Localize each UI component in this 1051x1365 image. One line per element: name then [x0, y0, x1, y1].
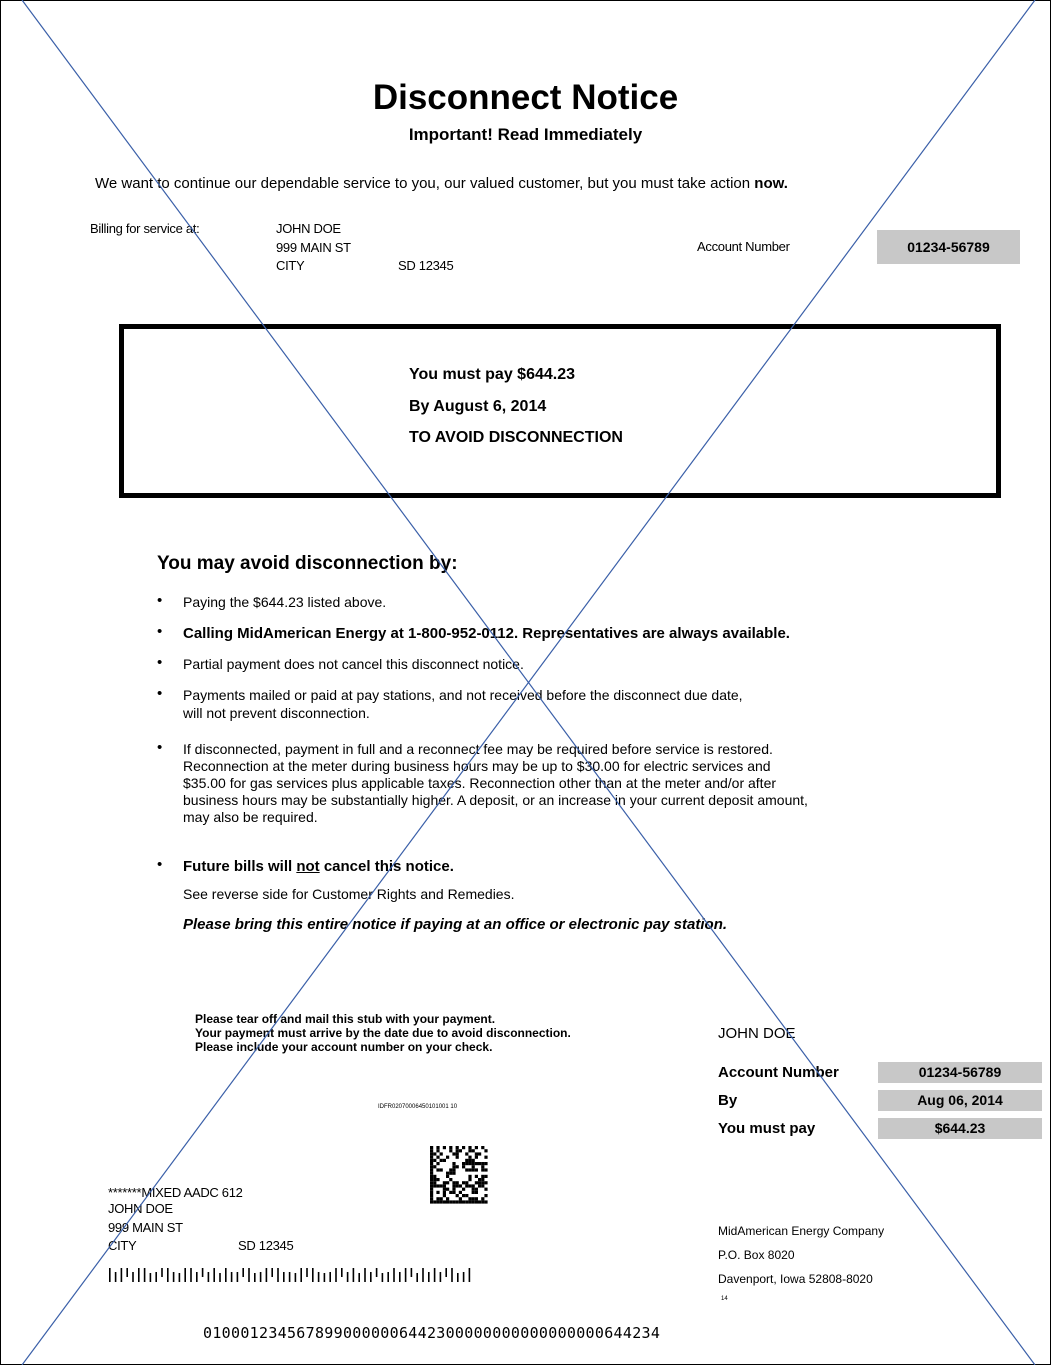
datamatrix-cell	[462, 1146, 465, 1149]
datamatrix-cell	[449, 1178, 452, 1181]
barcode-bar	[387, 1272, 389, 1282]
datamatrix-cell	[484, 1175, 487, 1178]
account-number-label: Account Number	[697, 239, 790, 254]
mail-state-zip: SD 12345	[238, 1238, 294, 1253]
barcode-bar	[382, 1273, 384, 1282]
datamatrix-cell	[475, 1197, 478, 1200]
barcode-bar	[376, 1268, 378, 1277]
ocr-scanline: 0100012345678990000006442300000000000000000644234	[203, 1324, 661, 1342]
datamatrix-cell	[459, 1149, 462, 1152]
stub-instruction-1: Please tear off and mail this stub with your payment.	[195, 1012, 496, 1026]
datamatrix-cell	[430, 1152, 433, 1155]
datamatrix-cell	[465, 1184, 468, 1187]
barcode-bar	[318, 1272, 320, 1282]
datamatrix-cell	[478, 1178, 481, 1181]
billing-state-zip: SD 12345	[398, 258, 454, 273]
page-title: Disconnect Notice	[372, 78, 679, 117]
datamatrix-cell	[449, 1168, 452, 1171]
datamatrix-cell	[456, 1181, 459, 1184]
billing-name: JOHN DOE	[276, 221, 341, 236]
datamatrix-cell	[430, 1200, 433, 1203]
datamatrix-cell	[456, 1194, 459, 1197]
postal-barcode	[109, 1268, 470, 1282]
barcode-bar	[335, 1268, 337, 1282]
datamatrix-cell	[430, 1175, 433, 1178]
datamatrix-cell	[443, 1191, 446, 1194]
datamatrix-cell	[446, 1175, 449, 1178]
datamatrix-cell	[436, 1146, 439, 1149]
stub-pay-value: $644.23	[878, 1118, 1042, 1139]
company-po-box: P.O. Box 8020	[718, 1248, 795, 1262]
datamatrix-cell	[465, 1168, 468, 1171]
datamatrix-cell	[468, 1178, 471, 1181]
bullet-dot: •	[157, 739, 163, 756]
bullet-reconnect-l4: business hours may be substantially higher. A deposit, or an increase in your current deposit amount,	[183, 792, 808, 808]
datamatrix-cell	[481, 1200, 484, 1203]
datamatrix-cell	[456, 1152, 459, 1155]
datamatrix-cell	[446, 1188, 449, 1191]
datamatrix-cell	[472, 1197, 475, 1200]
datamatrix-cell	[446, 1200, 449, 1203]
payment-date-line: By August 6, 2014	[409, 398, 547, 415]
datamatrix-cell	[436, 1149, 439, 1152]
datamatrix-cell	[475, 1188, 478, 1191]
barcode-bar	[306, 1268, 308, 1277]
stub-instruction-2: Your payment must arrive by the date due to avoid disconnection.	[195, 1026, 571, 1040]
datamatrix-cell	[443, 1200, 446, 1203]
datamatrix-cell	[452, 1165, 455, 1168]
datamatrix-cell	[472, 1159, 475, 1162]
barcode-bar	[271, 1268, 273, 1277]
datamatrix-cell	[465, 1181, 468, 1184]
datamatrix-cell	[468, 1149, 471, 1152]
datamatrix-cell	[462, 1200, 465, 1203]
datamatrix-cell	[443, 1146, 446, 1149]
billing-city: CITY	[276, 258, 305, 273]
datamatrix-cell	[475, 1181, 478, 1184]
datamatrix-cell	[478, 1152, 481, 1155]
datamatrix-cell	[468, 1197, 471, 1200]
barcode-bar	[109, 1268, 111, 1282]
datamatrix-cell	[436, 1162, 439, 1165]
datamatrix-cell	[440, 1184, 443, 1187]
bullet-reconnect-l1: If disconnected, payment in full and a reconnect fee may be required before service is restored.	[183, 741, 773, 757]
datamatrix-cell	[468, 1168, 471, 1171]
mail-city: CITY	[108, 1238, 137, 1253]
barcode-bar	[416, 1273, 418, 1282]
barcode-bar	[283, 1272, 285, 1282]
barcode-bar	[179, 1273, 181, 1282]
datamatrix-cell	[430, 1149, 433, 1152]
datamatrix-cell	[452, 1181, 455, 1184]
bullet-pay-amount: Paying the $644.23 listed above.	[183, 594, 387, 610]
barcode-bar	[405, 1268, 407, 1282]
bullet-dot: •	[157, 654, 163, 671]
datamatrix-cell	[456, 1146, 459, 1149]
datamatrix-cell	[481, 1181, 484, 1184]
barcode-bar	[121, 1268, 123, 1282]
barcode-bar	[434, 1268, 436, 1282]
barcode-bar	[324, 1273, 326, 1282]
datamatrix-cell	[446, 1197, 449, 1200]
datamatrix-cell	[472, 1162, 475, 1165]
datamatrix-cell	[472, 1168, 475, 1171]
datamatrix-cell	[449, 1191, 452, 1194]
barcode-bar	[144, 1268, 146, 1282]
datamatrix-cell	[449, 1146, 452, 1149]
datamatrix-cell	[443, 1194, 446, 1197]
datamatrix-cell	[468, 1146, 471, 1149]
datamatrix-cell	[433, 1184, 436, 1187]
bullet-dot: •	[157, 685, 163, 702]
barcode-bar	[457, 1273, 459, 1282]
datamatrix-cell	[484, 1194, 487, 1197]
barcode-bar	[399, 1272, 401, 1282]
datamatrix-cell	[481, 1197, 484, 1200]
datamatrix-cell	[456, 1200, 459, 1203]
datamatrix-cell	[478, 1200, 481, 1203]
datamatrix-cell	[484, 1156, 487, 1159]
barcode-bar	[393, 1268, 395, 1282]
barcode-bar	[248, 1268, 250, 1282]
datamatrix-cell	[478, 1184, 481, 1187]
datamatrix-cell	[433, 1159, 436, 1162]
datamatrix-cell	[430, 1188, 433, 1191]
barcode-bar	[329, 1272, 331, 1282]
barcode-bar	[300, 1268, 302, 1282]
datamatrix-cell	[465, 1200, 468, 1203]
datamatrix-cell	[481, 1168, 484, 1171]
datamatrix-cell	[484, 1162, 487, 1165]
datamatrix-code	[430, 1146, 488, 1204]
datamatrix-cell	[430, 1156, 433, 1159]
barcode-bar	[132, 1272, 134, 1282]
bullet-reconnect-l5: may also be required.	[183, 809, 318, 825]
stub-by-label: By	[718, 1092, 738, 1109]
barcode-bar	[277, 1268, 279, 1282]
datamatrix-cell	[430, 1184, 433, 1187]
datamatrix-cell	[459, 1200, 462, 1203]
datamatrix-cell	[430, 1159, 433, 1162]
bullet-mailed-l2: will not prevent disconnection.	[183, 705, 370, 721]
datamatrix-cell	[484, 1149, 487, 1152]
bullet-mailed-l1: Payments mailed or paid at pay stations, and not received before the disconnect due date,	[183, 687, 743, 703]
barcode-bar	[225, 1268, 227, 1282]
datamatrix-cell	[468, 1200, 471, 1203]
bullet-partial: Partial payment does not cancel this disconnect notice.	[183, 656, 524, 672]
payment-warning-line: TO AVOID DISCONNECTION	[409, 429, 623, 446]
barcode-bar	[254, 1273, 256, 1282]
datamatrix-cell	[430, 1181, 433, 1184]
company-name: MidAmerican Energy Company	[718, 1224, 885, 1238]
datamatrix-cell	[433, 1178, 436, 1181]
datamatrix-cell	[436, 1156, 439, 1159]
datamatrix-cell	[468, 1175, 471, 1178]
barcode-bar	[451, 1268, 453, 1282]
mail-name: JOHN DOE	[108, 1201, 173, 1216]
barcode-bar	[422, 1268, 424, 1282]
barcode-bar	[341, 1268, 343, 1277]
datamatrix-cell	[452, 1200, 455, 1203]
barcode-bar	[312, 1268, 314, 1282]
datamatrix-cell	[433, 1165, 436, 1168]
datamatrix-cell	[443, 1184, 446, 1187]
barcode-bar	[150, 1273, 152, 1282]
datamatrix-cell	[433, 1200, 436, 1203]
barcode-bar	[202, 1268, 204, 1277]
datamatrix-cell	[468, 1162, 471, 1165]
barcode-bar	[184, 1268, 186, 1282]
datamatrix-cell	[462, 1188, 465, 1191]
barcode-bar	[445, 1268, 447, 1277]
billing-label: Billing for service at:	[90, 221, 200, 236]
datamatrix-cell	[449, 1200, 452, 1203]
datamatrix-cell	[430, 1146, 433, 1149]
datamatrix-cell	[440, 1168, 443, 1171]
datamatrix-cell	[475, 1168, 478, 1171]
barcode-bar	[266, 1268, 268, 1282]
datamatrix-cell	[484, 1200, 487, 1203]
bring-notice-note: Please bring this entire notice if paying at an office or electronic pay station.	[183, 916, 728, 933]
datamatrix-cell	[459, 1184, 462, 1187]
page-subtitle: Important! Read Immediately	[408, 125, 643, 144]
stub-id-code: IDFR02070006450101001 10	[378, 1104, 458, 1110]
datamatrix-cell	[443, 1159, 446, 1162]
stub-by-value: Aug 06, 2014	[878, 1090, 1042, 1111]
stub-customer-name: JOHN DOE	[718, 1025, 796, 1042]
datamatrix-cell	[452, 1172, 455, 1175]
datamatrix-cell	[484, 1168, 487, 1171]
datamatrix-cell	[440, 1152, 443, 1155]
barcode-bar	[237, 1272, 239, 1282]
datamatrix-cell	[436, 1200, 439, 1203]
datamatrix-cell	[484, 1181, 487, 1184]
datamatrix-cell	[430, 1178, 433, 1181]
datamatrix-cell	[465, 1194, 468, 1197]
account-number-value: 01234-56789	[877, 230, 1020, 264]
billing-street: 999 MAIN ST	[276, 240, 351, 255]
datamatrix-cell	[465, 1152, 468, 1155]
datamatrix-cell	[436, 1184, 439, 1187]
barcode-bar	[242, 1268, 244, 1277]
datamatrix-cell	[478, 1181, 481, 1184]
datamatrix-cell	[462, 1181, 465, 1184]
datamatrix-cell	[456, 1149, 459, 1152]
future-bills-text-a: Future bills will	[183, 858, 297, 875]
barcode-bar	[289, 1272, 291, 1282]
datamatrix-cell	[459, 1197, 462, 1200]
datamatrix-cell	[475, 1200, 478, 1203]
datamatrix-cell	[481, 1162, 484, 1165]
datamatrix-cell	[462, 1194, 465, 1197]
barcode-bar	[138, 1268, 140, 1282]
mail-street: 999 MAIN ST	[108, 1220, 183, 1235]
datamatrix-cell	[452, 1191, 455, 1194]
barcode-bar	[196, 1272, 198, 1282]
barcode-bar	[155, 1272, 157, 1282]
barcode-bar	[370, 1272, 372, 1282]
future-bills-text-b: cancel this notice.	[319, 858, 454, 875]
datamatrix-cell	[472, 1188, 475, 1191]
datamatrix-cell	[481, 1184, 484, 1187]
datamatrix-cell	[456, 1165, 459, 1168]
datamatrix-cell	[468, 1184, 471, 1187]
barcode-bar	[167, 1268, 169, 1282]
intro-main: We want to continue our dependable service to you, our valued customer, but you must take action	[95, 175, 755, 192]
datamatrix-cell	[443, 1188, 446, 1191]
datamatrix-cell	[465, 1162, 468, 1165]
barcode-bar	[173, 1272, 175, 1282]
datamatrix-cell	[430, 1172, 433, 1175]
bullet-call: Calling MidAmerican Energy at 1-800-952-0112. Representatives are always available.	[183, 625, 790, 642]
barcode-bar	[428, 1272, 430, 1282]
datamatrix-cell	[430, 1194, 433, 1197]
datamatrix-cell	[481, 1146, 484, 1149]
bullet-dot: •	[157, 623, 163, 640]
barcode-bar	[411, 1268, 413, 1277]
datamatrix-cell	[452, 1184, 455, 1187]
datamatrix-cell	[449, 1149, 452, 1152]
datamatrix-cell	[446, 1172, 449, 1175]
datamatrix-cell	[430, 1197, 433, 1200]
stub-account-value: 01234-56789	[878, 1062, 1042, 1083]
datamatrix-cell	[449, 1172, 452, 1175]
datamatrix-cell	[465, 1159, 468, 1162]
datamatrix-cell	[475, 1152, 478, 1155]
datamatrix-cell	[462, 1162, 465, 1165]
datamatrix-cell	[475, 1191, 478, 1194]
barcode-bar	[126, 1268, 128, 1277]
datamatrix-cell	[472, 1184, 475, 1187]
datamatrix-cell	[478, 1162, 481, 1165]
datamatrix-cell	[446, 1181, 449, 1184]
datamatrix-cell	[436, 1191, 439, 1194]
datamatrix-cell	[430, 1165, 433, 1168]
datamatrix-cell	[452, 1168, 455, 1171]
datamatrix-cell	[459, 1191, 462, 1194]
barcode-bar	[353, 1268, 355, 1282]
bullet-dot: •	[157, 856, 163, 873]
datamatrix-cell	[472, 1165, 475, 1168]
avoid-heading: You may avoid disconnection by:	[157, 553, 458, 574]
barcode-bar	[347, 1272, 349, 1282]
datamatrix-cell	[484, 1188, 487, 1191]
datamatrix-cell	[443, 1181, 446, 1184]
datamatrix-cell	[472, 1200, 475, 1203]
datamatrix-cell	[475, 1156, 478, 1159]
bullet-dot: •	[157, 592, 163, 609]
future-bills-not: not	[296, 858, 320, 875]
barcode-bar	[440, 1272, 442, 1282]
company-city: Davenport, Iowa 52808-8020	[718, 1272, 873, 1286]
mail-sort-line: *******MIXED AADC 612	[108, 1185, 243, 1200]
bullet-reconnect-l3: $35.00 for gas services plus applicable taxes. Reconnection other than at the meter and/or after	[183, 775, 777, 791]
datamatrix-cell	[472, 1149, 475, 1152]
datamatrix-cell	[436, 1197, 439, 1200]
datamatrix-cell	[475, 1175, 478, 1178]
datamatrix-cell	[452, 1152, 455, 1155]
datamatrix-cell	[446, 1156, 449, 1159]
barcode-bar	[463, 1272, 465, 1282]
datamatrix-cell	[462, 1165, 465, 1168]
datamatrix-cell	[430, 1168, 433, 1171]
payment-amount-line: You must pay $644.23	[409, 366, 575, 383]
datamatrix-cell	[436, 1178, 439, 1181]
barcode-bar	[115, 1272, 117, 1282]
datamatrix-cell	[430, 1191, 433, 1194]
bullet-reconnect-l2: Reconnection at the meter during business hours may be up to $30.00 for electric services and	[183, 758, 771, 774]
datamatrix-cell	[440, 1197, 443, 1200]
stub-account-label: Account Number	[718, 1064, 839, 1081]
datamatrix-cell	[452, 1162, 455, 1165]
datamatrix-cell	[468, 1159, 471, 1162]
datamatrix-cell	[456, 1184, 459, 1187]
datamatrix-cell	[472, 1191, 475, 1194]
datamatrix-cell	[430, 1162, 433, 1165]
datamatrix-cell	[433, 1181, 436, 1184]
datamatrix-cell	[433, 1175, 436, 1178]
datamatrix-cell	[475, 1146, 478, 1149]
intro-bold: now.	[754, 175, 788, 192]
datamatrix-cell	[440, 1200, 443, 1203]
datamatrix-cell	[481, 1175, 484, 1178]
barcode-bar	[358, 1273, 360, 1282]
datamatrix-cell	[440, 1159, 443, 1162]
small-page-number: 14	[721, 1296, 728, 1302]
barcode-bar	[295, 1273, 297, 1282]
barcode-bar	[161, 1268, 163, 1277]
barcode-bar	[219, 1273, 221, 1282]
barcode-bar	[208, 1272, 210, 1282]
stub-pay-label: You must pay	[718, 1120, 816, 1137]
barcode-bar	[260, 1272, 262, 1282]
datamatrix-cell	[436, 1168, 439, 1171]
datamatrix-cell	[433, 1152, 436, 1155]
datamatrix-cell	[481, 1178, 484, 1181]
datamatrix-cell	[456, 1156, 459, 1159]
datamatrix-cell	[468, 1156, 471, 1159]
barcode-bar	[213, 1268, 215, 1282]
datamatrix-cell	[475, 1162, 478, 1165]
barcode-bar	[469, 1268, 471, 1282]
barcode-bar	[190, 1268, 192, 1282]
datamatrix-cell	[481, 1165, 484, 1168]
reverse-side-note: See reverse side for Customer Rights and Remedies.	[183, 886, 515, 902]
datamatrix-cell	[452, 1188, 455, 1191]
barcode-bar	[364, 1268, 366, 1282]
stub-instruction-3: Please include your account number on your check.	[195, 1040, 493, 1054]
barcode-bar	[231, 1272, 233, 1282]
